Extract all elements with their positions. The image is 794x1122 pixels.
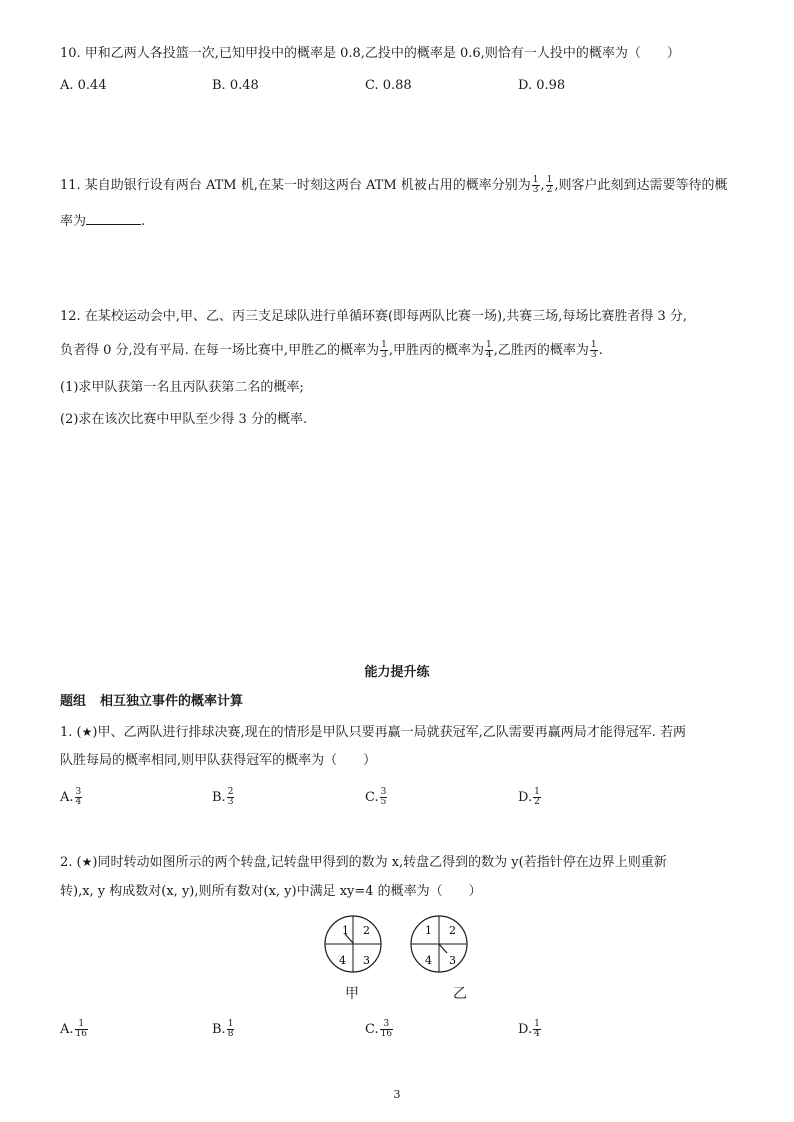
q11-text-a: 11. 某自助银行设有两台 ATM 机,在某一时刻这两台 ATM 机被占用的概率分别为 xyxy=(60,178,531,193)
wheel-yi-num-1: 1 xyxy=(425,924,432,937)
star-icon: ★ xyxy=(81,725,93,739)
group-name: 相互独立事件的概率计算 xyxy=(100,694,244,709)
spinner-figure xyxy=(315,912,475,982)
pointer-arrow-icon xyxy=(439,944,447,953)
group-title xyxy=(60,690,257,709)
q10-text: 10. 甲和乙两人各投篮一次,已知甲投中的概率是 0.8,乙投中的概率是 0.6,则恰有一人投中的概率为（ ） xyxy=(60,46,680,61)
q11-text-b: ,则客户此刻到达需要等待的概 xyxy=(554,178,728,193)
p2-option-b: B. $\frac{1}{8}$ xyxy=(212,1019,234,1039)
p1-line1: 1. (★)甲、乙两队进行排球决赛,现在的情形是甲队只要再赢一局就获冠军,乙队需要再赢两局才能得冠军. 若两 xyxy=(60,725,686,740)
p1-option-c: C. $\frac{3}{5}$ xyxy=(365,787,387,807)
q12-sub2: (2)求在该次比赛中甲队至少得 3 分的概率. xyxy=(60,412,308,427)
star-icon: ★ xyxy=(81,855,93,869)
wheel-jia-num-4: 4 xyxy=(339,954,346,967)
q10-option-d: D. 0.98 xyxy=(518,78,566,93)
p1-line2: 队胜每局的概率相同,则甲队获得冠军的概率为（ ） xyxy=(60,753,377,768)
p2-line1: 2. (★)同时转动如图所示的两个转盘,记转盘甲得到的数为 x,转盘乙得到的数为 y(若指针停在边界上则重新 xyxy=(60,855,667,870)
wheel-jia-num-1: 1 xyxy=(342,924,349,937)
page-number: 3 xyxy=(393,1088,401,1101)
p1-option-b: B. $\frac{2}{3}$ xyxy=(212,787,234,807)
q12-line1: 12. 在某校运动会中,甲、乙、丙三支足球队进行单循环赛(即每两队比赛一场),共赛三场,每场比赛胜者得 3 分, xyxy=(60,309,688,324)
q10-option-b: B. 0.48 xyxy=(212,78,259,93)
p2-option-d: D. $\frac{1}{4}$ xyxy=(518,1019,540,1039)
q11-line2: 率为 . xyxy=(60,214,146,229)
q10-option-c: C. 0.88 xyxy=(365,78,412,93)
group-label: 题组 xyxy=(60,694,87,709)
p1-option-d: D. $\frac{1}{2}$ xyxy=(518,787,540,807)
q11-line1: 11. 某自助银行设有两台 ATM 机,在某一时刻这两台 ATM 机被占用的概率分别为 $\frac{1}{3}$ , $\frac{1}{2}$ ,则客户此刻到达需要等待的概 xyxy=(60,175,728,195)
p2-option-c: C. $\frac{3}{16}$ xyxy=(365,1019,393,1039)
wheel-yi-num-4: 4 xyxy=(425,954,432,967)
wheel-label-yi: 乙 xyxy=(453,986,467,1002)
q11-fraction-1: $\frac{1}{3}$ xyxy=(532,175,539,195)
spinner-yi xyxy=(411,916,467,972)
q12-line2: 负者得 0 分,没有平局. 在每一场比赛中,甲胜乙的概率为 $\frac{1}{3}$ ,甲胜丙的概率为 $\frac{1}{4}$ ,乙胜丙的概率为 $\frac{1}{3}$ . xyxy=(60,340,603,360)
p2-line2: 转),x, y 构成数对(x, y),则所有数对(x, y)中满足 xy=4 的概率为（ ） xyxy=(60,884,482,899)
q10-option-a: A. 0.44 xyxy=(60,78,107,93)
q12-sub1: (1)求甲队获第一名且丙队获第二名的概率; xyxy=(60,380,304,395)
wheel-label-jia: 甲 xyxy=(345,986,359,1002)
q12-fraction-2: $\frac{1}{4}$ xyxy=(485,340,492,360)
wheel-jia-num-2: 2 xyxy=(363,924,370,937)
q12-fraction-1: $\frac{1}{3}$ xyxy=(381,340,387,360)
q12-fraction-3: $\frac{1}{3}$ xyxy=(590,340,597,360)
answer-blank xyxy=(86,212,141,225)
wheel-jia-num-3: 3 xyxy=(363,954,370,967)
p1-option-a: A. $\frac{3}{4}$ xyxy=(60,787,82,807)
wheel-yi-num-2: 2 xyxy=(449,924,456,937)
wheel-yi-num-3: 3 xyxy=(449,954,456,967)
p2-option-a: A. $\frac{1}{16}$ xyxy=(60,1019,87,1039)
q11-fraction-2: $\frac{1}{2}$ xyxy=(546,175,553,195)
spinner-jia xyxy=(325,916,381,972)
section-title: 能力提升练 xyxy=(364,665,430,680)
